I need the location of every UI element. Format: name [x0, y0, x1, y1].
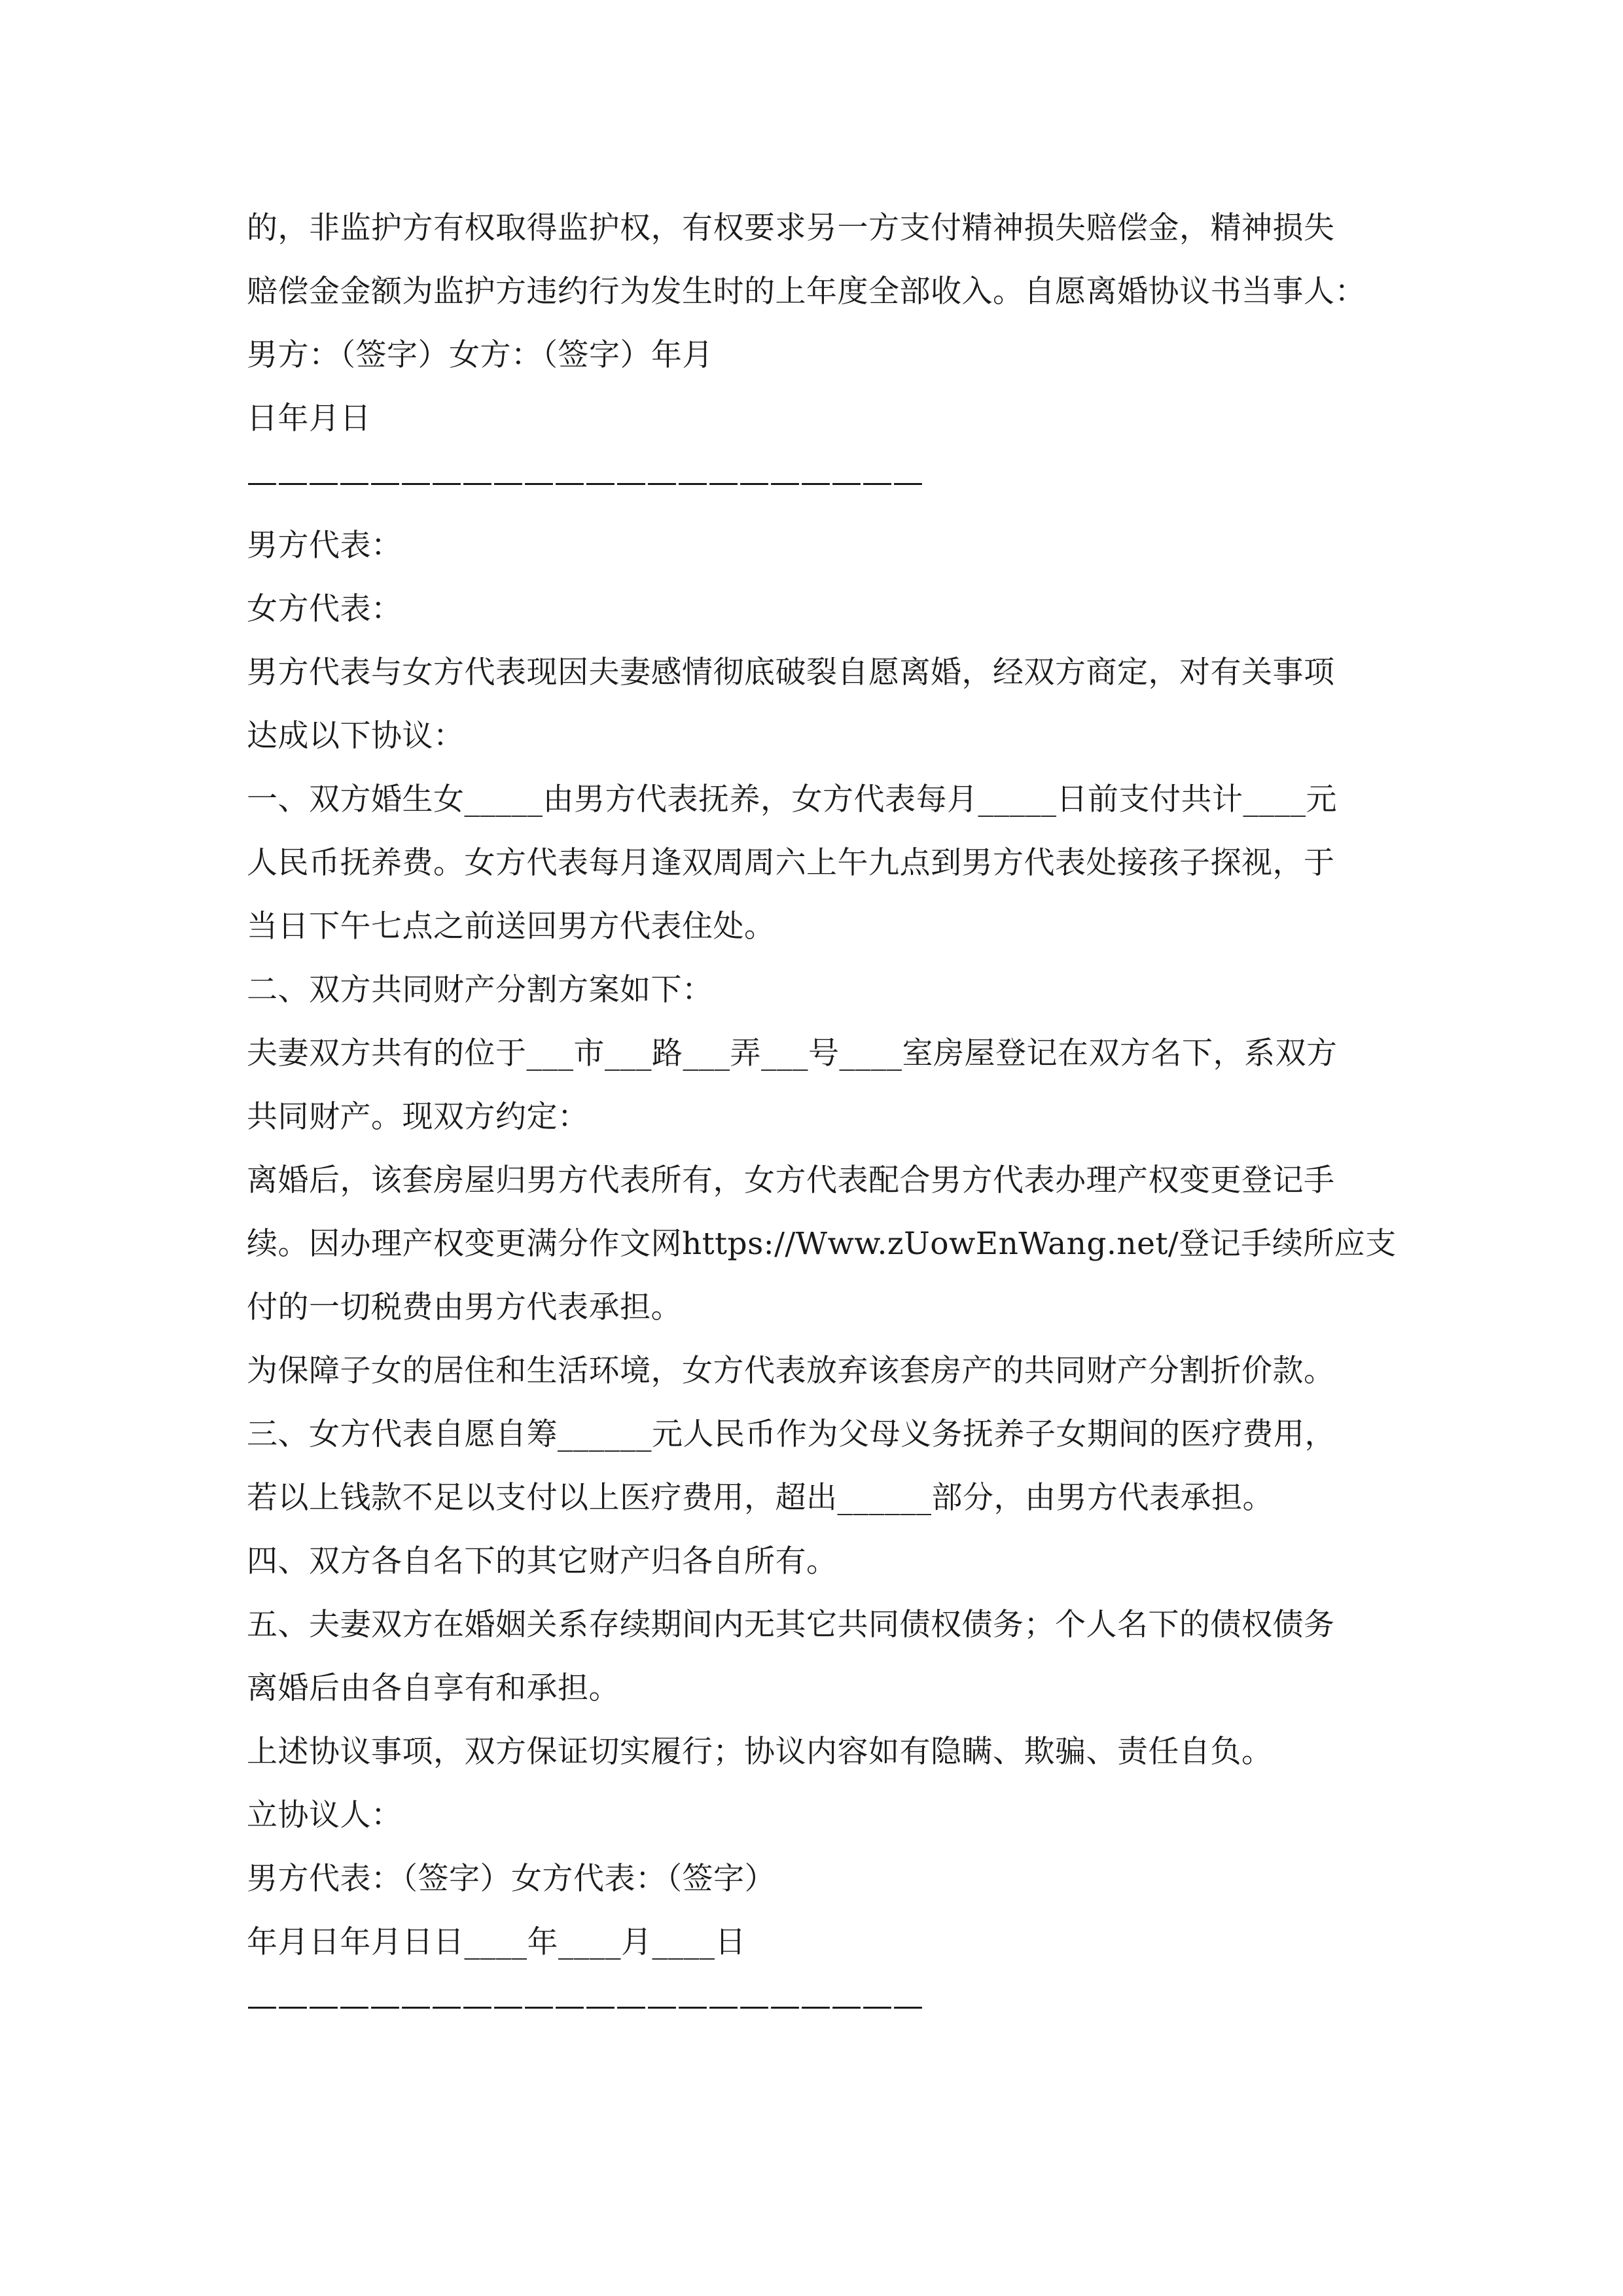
text-line: 的，非监护方有权取得监护权，有权要求另一方支付精神损失赔偿金，精神损失	[247, 210, 1335, 246]
text-line: 男方代表与女方代表现因夫妻感情彻底破裂自愿离婚，经双方商定，对有关事项	[247, 655, 1335, 691]
text-line: 上述协议事项，双方保证切实履行；协议内容如有隐瞒、欺骗、责任自负。	[247, 1734, 1273, 1770]
text-line: 男方：（签字）女方：（签字）年月	[247, 337, 713, 373]
text-line: 年月日年月日日____年____月____日	[247, 1924, 746, 1960]
text-line: 共同财产。现双方约定：	[247, 1099, 589, 1135]
text-line: 四、双方各自名下的其它财产归各自所有。	[247, 1543, 838, 1579]
text-line: 男方代表：	[247, 528, 402, 564]
text-line: 二、双方共同财产分割方案如下：	[247, 972, 713, 1008]
text-line: 人民币抚养费。女方代表每月逢双周周六上午九点到男方代表处接孩子探视，于	[247, 845, 1335, 881]
separator-rule: ——————————————————————	[247, 1988, 923, 2024]
text-line: 赔偿金金额为监护方违约行为发生时的上年度全部收入。自愿离婚协议书当事人：	[247, 274, 1366, 310]
text-line: 女方代表：	[247, 591, 402, 627]
text-line: 男方代表：（签字）女方代表：（签字）	[247, 1861, 776, 1897]
document-body	[247, 196, 1399, 2037]
text-line: 为保障子女的居住和生活环境，女方代表放弃该套房产的共同财产分割折价款。	[247, 1353, 1335, 1389]
text-line: 离婚后，该套房屋归男方代表所有，女方代表配合男方代表办理产权变更登记手	[247, 1162, 1335, 1198]
separator-rule: ——————————————————————	[247, 464, 923, 500]
text-line: 日年月日	[247, 401, 371, 437]
text-line: 五、夫妻双方在婚姻关系存续期间内无其它共同债权债务；个人名下的债权债务	[247, 1607, 1335, 1643]
text-line: 立协议人：	[247, 1797, 402, 1833]
text-line: 夫妻双方共有的位于___市___路___弄___号____室房屋登记在双方名下，系双方	[247, 1035, 1338, 1071]
text-line: 一、双方婚生女_____由男方代表抚养，女方代表每月_____日前支付共计____元	[247, 781, 1337, 817]
text-line: 付的一切税费由男方代表承担。	[247, 1289, 682, 1325]
text-line: 若以上钱款不足以支付以上医疗费用，超出______部分，由男方代表承担。	[247, 1480, 1274, 1516]
text-line: 三、女方代表自愿自筹______元人民币作为父母义务抚养子女期间的医疗费用，	[247, 1416, 1336, 1452]
text-line: 离婚后由各自享有和承担。	[247, 1670, 620, 1706]
text-line: 续。因办理产权变更满分作文网https://Www.zUowEnWang.net/登记手续所应支	[247, 1226, 1397, 1262]
text-line: 达成以下协议：	[247, 718, 465, 754]
text-line: 当日下午七点之前送回男方代表住处。	[247, 908, 776, 944]
